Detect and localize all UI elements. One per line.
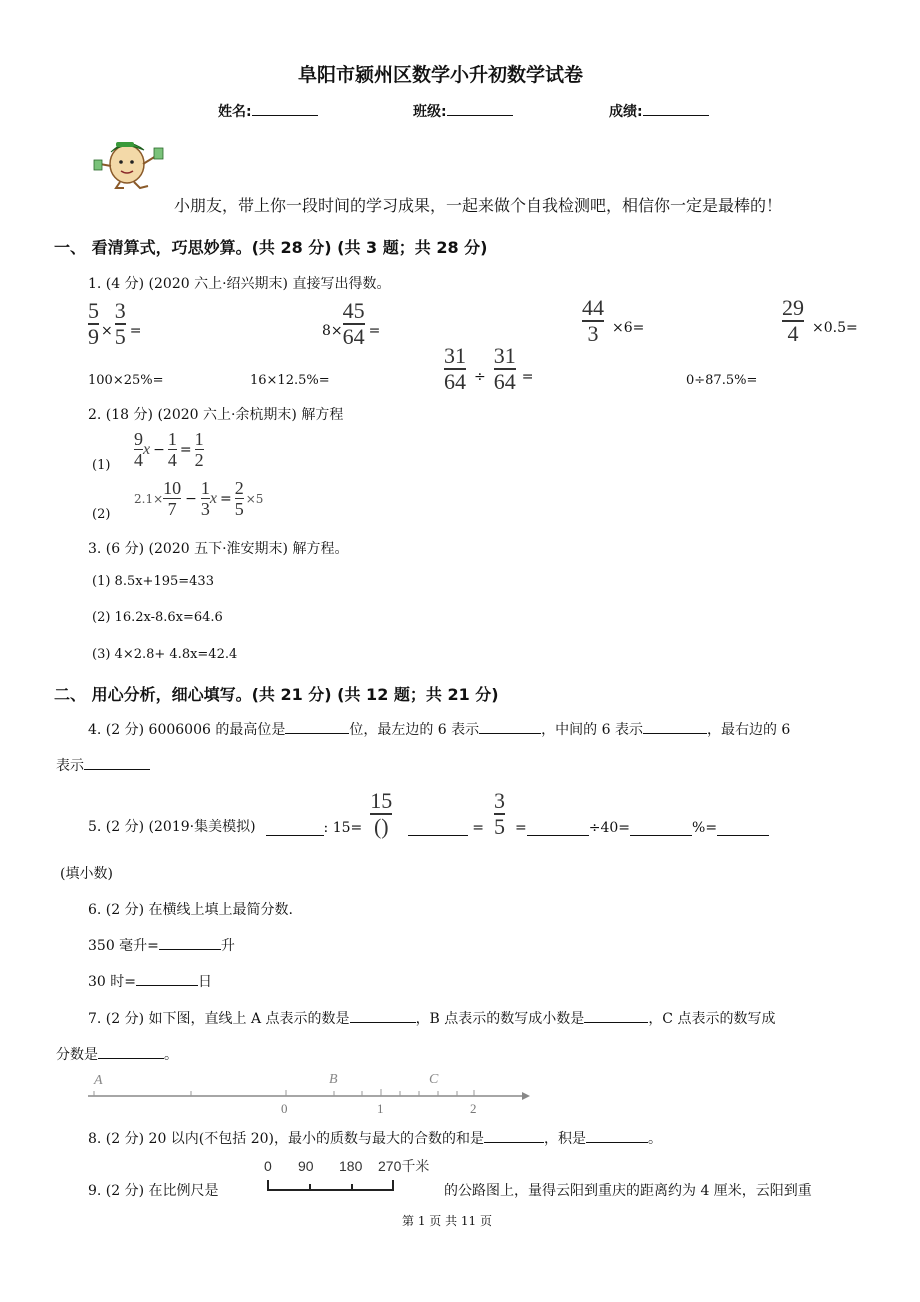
class-blank[interactable]	[447, 101, 513, 116]
section-1-title: 一、 看清算式，巧思妙算。(共 28 分) (共 3 题；共 28 分)	[54, 238, 488, 257]
q4-line-2	[56, 755, 150, 775]
q6-text: 日	[198, 974, 212, 990]
q1-expr-8: 0÷87.5%=	[686, 373, 758, 388]
operator: 8×	[322, 323, 343, 339]
fraction: $\frac{9}{4}$	[134, 429, 143, 470]
q4-text: 位，最左边的 6 表示	[349, 722, 480, 738]
operator: ×	[101, 323, 113, 339]
q8-text: 。	[648, 1131, 662, 1147]
fraction: $\frac{1}{3}$	[200, 478, 210, 519]
operator: ×0.5=	[812, 320, 858, 336]
intro-text: 小朋友，带上你一段时间的学习成果，一起来做个自我检测吧，相信你一定是最棒的！	[174, 196, 783, 215]
fraction: $\frac{5}{9}$	[88, 298, 99, 349]
variable: x	[209, 489, 217, 507]
fraction: $\frac{2}{5}$	[234, 478, 244, 519]
operator: ÷	[474, 369, 486, 385]
answer-blank[interactable]	[136, 971, 198, 986]
q9-text-b: 的公路图上，量得云阳到重庆的距离约为 4 厘米，云阳到重	[444, 1183, 812, 1199]
q7-text: 7. (2 分) 如下图，直线上 A 点表示的数是	[88, 1011, 350, 1027]
q7-text: ，C 点表示的数写成	[648, 1011, 776, 1027]
fraction: $\frac{31}{64}$	[444, 343, 466, 394]
answer-blank[interactable]	[84, 755, 150, 770]
q3-stem: 3. (6 分) (2020 五下·淮安期末) 解方程。	[88, 541, 349, 557]
fraction: $\frac{1}{4}$	[167, 429, 177, 470]
equals: =	[129, 323, 142, 339]
fraction: $\frac{1}{2}$	[194, 429, 204, 470]
name-label: 姓名:	[218, 104, 252, 120]
q5-text: ÷40=	[588, 820, 631, 836]
answer-blank[interactable]	[717, 821, 769, 836]
q1-expr-6: 16×12.5%=	[250, 373, 330, 388]
point-b-label: B	[329, 1072, 338, 1087]
q4-text: 4. (2 分) 6006006 的最高位是	[88, 722, 286, 738]
fraction: $\frac{44}{3}$	[582, 295, 604, 346]
scale-bar-figure	[262, 1156, 442, 1198]
q5-line-2: (填小数)	[60, 866, 113, 882]
q7-line-2	[56, 1044, 178, 1064]
arrow-head-icon	[522, 1092, 530, 1100]
q1-expr-3	[582, 297, 644, 345]
q1-expr-7	[444, 345, 533, 393]
equals: =	[521, 369, 534, 385]
fraction: $\frac{10}{7}$	[163, 478, 182, 519]
point-a-label: A	[94, 1073, 103, 1088]
variable: x	[143, 440, 151, 458]
q1-stem: 1. (4 分) (2020 六上·绍兴期末) 直接写出得数。	[88, 276, 391, 292]
q8-text: ，积是	[544, 1131, 586, 1147]
q8-text: 8. (2 分) 20 以内(不包括 20)，最小的质数与最大的合数的和是	[88, 1131, 484, 1147]
answer-blank[interactable]	[630, 821, 692, 836]
q9-text-a: 9. (2 分) 在比例尺是	[88, 1183, 219, 1199]
scale-label-90: 90	[298, 1158, 314, 1174]
fraction: $\frac{15}{()}$	[370, 788, 393, 839]
q8-line	[88, 1128, 662, 1148]
answer-blank[interactable]	[643, 719, 707, 734]
q5-text: 5. (2 分) (2019·集美模拟)	[88, 819, 256, 835]
q4-text: ，最右边的 6	[706, 722, 791, 738]
answer-blank[interactable]	[408, 821, 468, 836]
name-field	[218, 101, 318, 121]
tick-label-0: 0	[281, 1101, 288, 1116]
point-c-label: C	[429, 1072, 439, 1087]
q3-item-1: (1) 8.5x+195=433	[92, 574, 214, 589]
q7-text: ，B 点表示的数写成小数是	[415, 1011, 585, 1027]
q6-text: 30 时=	[88, 974, 136, 990]
mascot-icon	[92, 130, 170, 192]
answer-blank[interactable]	[479, 719, 541, 734]
q2-part-1-label: (1)	[92, 458, 111, 473]
answer-blank[interactable]	[586, 1128, 648, 1143]
answer-blank[interactable]	[527, 821, 589, 836]
q2-equation-2	[134, 479, 263, 518]
q5-text: : 15=	[323, 820, 363, 836]
class-field	[413, 101, 513, 121]
fraction: $\frac{29}{4}$	[782, 295, 804, 346]
tick-label-1: 1	[377, 1101, 384, 1116]
answer-blank[interactable]	[484, 1128, 544, 1143]
q7-text: 分数是	[56, 1047, 98, 1063]
answer-blank[interactable]	[159, 935, 221, 950]
equals: =	[368, 323, 381, 339]
score-label: 成绩:	[609, 104, 643, 120]
page-footer: 第 1 页 共 11 页	[402, 1214, 492, 1228]
q6-text: 350 毫升=	[88, 938, 159, 954]
operator: −	[185, 490, 197, 507]
operator: 2.1×	[134, 491, 164, 506]
fraction: $\frac{3}{5}$	[114, 298, 126, 349]
score-blank[interactable]	[643, 101, 709, 116]
scale-label-180: 180	[339, 1158, 363, 1174]
q1-expr-2	[322, 300, 380, 348]
q6-line-1	[88, 935, 235, 955]
class-label: 班级:	[413, 104, 447, 120]
fraction: $\frac{31}{64}$	[493, 343, 516, 394]
operator: =	[219, 490, 232, 507]
q6-line-2	[88, 971, 212, 991]
q3-item-2: (2) 16.2x-8.6x=64.6	[92, 610, 223, 625]
q7-line-1	[88, 1008, 775, 1028]
fraction: $\frac{3}{5}$	[494, 788, 505, 839]
q5-text: =	[472, 820, 484, 836]
q1-expr-4	[782, 297, 858, 345]
q2-stem: 2. (18 分) (2020 六上·余杭期末) 解方程	[88, 407, 344, 423]
q5-text: %=	[692, 820, 718, 836]
q6-text: 升	[220, 938, 235, 954]
operator: =	[179, 441, 192, 458]
operator: −	[153, 441, 165, 458]
q4-text: ，中间的 6 表示	[541, 722, 643, 738]
name-blank[interactable]	[252, 101, 318, 116]
score-field	[609, 101, 709, 121]
q1-expr-1	[88, 300, 141, 348]
answer-blank[interactable]	[350, 1008, 416, 1023]
q1-expr-5: 100×25%=	[88, 373, 164, 388]
scale-label-0: 0	[264, 1158, 272, 1174]
q6-stem: 6. (2 分) 在横线上填上最简分数.	[88, 902, 293, 918]
section-2-title: 二、 用心分析，细心填写。(共 21 分) (共 12 题；共 21 分)	[54, 685, 499, 704]
answer-blank[interactable]	[98, 1044, 164, 1059]
answer-blank[interactable]	[285, 719, 349, 734]
answer-blank[interactable]	[584, 1008, 648, 1023]
fraction: $\frac{45}{64}$	[342, 298, 365, 349]
q4-text: 表示	[56, 758, 84, 774]
q7-text: 。	[164, 1047, 178, 1063]
q2-part-2-label: (2)	[92, 507, 111, 522]
operator: ×5	[245, 491, 264, 506]
q3-item-3: (3) 4×2.8+ 4.8x=42.4	[92, 647, 238, 662]
number-line-figure	[86, 1068, 530, 1118]
q5-line-1	[88, 790, 769, 838]
q5-text: =	[515, 820, 527, 836]
q4-line-1	[88, 719, 790, 739]
q2-equation-1	[134, 430, 204, 469]
tick-label-2: 2	[470, 1101, 477, 1116]
operator: ×6=	[612, 320, 645, 336]
page-title: 阜阳市颍州区数学小升初数学试卷	[298, 64, 584, 86]
scale-label-270: 270千米	[378, 1158, 430, 1174]
answer-blank[interactable]	[266, 821, 324, 836]
